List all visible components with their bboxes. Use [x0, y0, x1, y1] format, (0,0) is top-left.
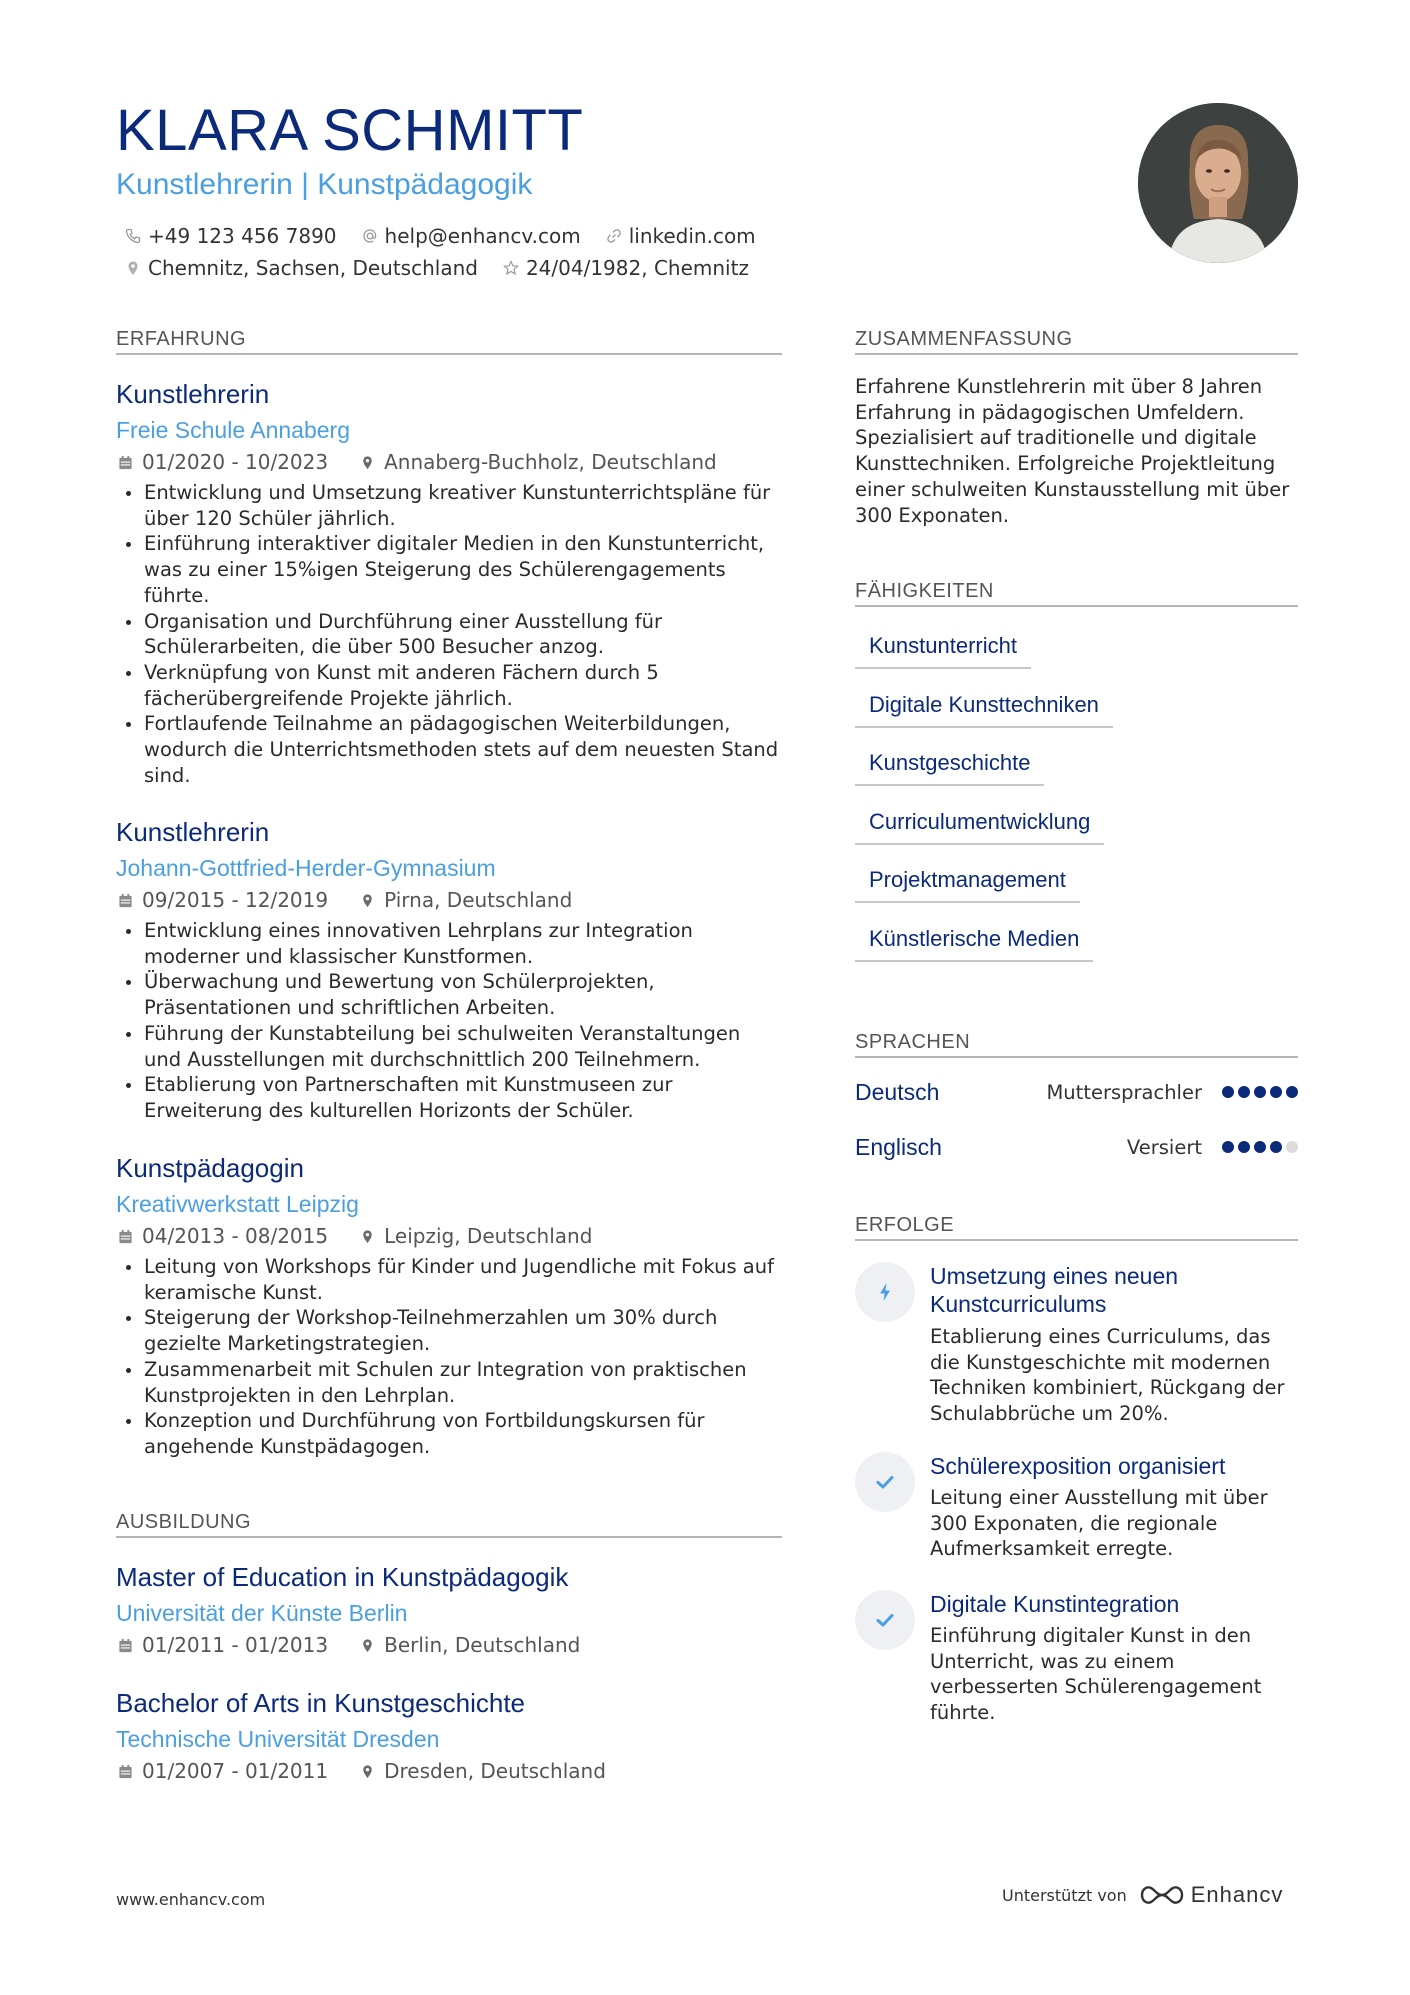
- language-row: [855, 1132, 1298, 1162]
- education-meta: [116, 1635, 782, 1655]
- skill-tag: Curriculumentwicklung: [855, 811, 1104, 845]
- education-entry: [116, 1564, 782, 1655]
- summary-heading: ZUSAMMENFASSUNG: [855, 328, 1073, 350]
- calendar-icon: [116, 1762, 134, 1780]
- location-pin-icon: [358, 1636, 376, 1654]
- degree-title: Master of Education in Kunstpädagogik: [116, 1562, 569, 1592]
- language-name: Deutsch: [855, 1078, 940, 1105]
- list-item: Verknüpfung von Kunst mit anderen Fächern durch 5 fächerübergreifende Projekte jährlich.: [116, 660, 782, 711]
- calendar-icon: [116, 1636, 134, 1654]
- list-item: Steigerung der Workshop-Teilnehmerzahlen um 30% durch gezielte Marketingstrategien.: [116, 1305, 782, 1356]
- rating-dot: [1222, 1141, 1234, 1153]
- link-icon: [605, 227, 623, 245]
- list-item: Etablierung von Partnerschaften mit Kunstmuseen zur Erweiterung des kulturellen Horizonts der Schüler.: [116, 1072, 782, 1123]
- location-pin-icon: [124, 259, 142, 277]
- job-title: Kunstlehrerin: [116, 379, 270, 409]
- list-item: Organisation und Durchführung einer Ausstellung für Schülerarbeiten, die über 500 Besucher anzog.: [116, 609, 782, 660]
- list-item: Fortlaufende Teilnahme an pädagogischen Weiterbildungen, wodurch die Unterrichtsmethoden stets auf dem neuesten Stand sind.: [116, 711, 782, 788]
- job-location: Leipzig, Deutschland: [384, 1224, 593, 1248]
- enhancv-logo-icon: [1139, 1882, 1185, 1908]
- job-meta: [116, 890, 782, 910]
- job-company: Johann-Gottfried-Herder-Gymnasium: [116, 855, 496, 881]
- achievement-item: [855, 1590, 1298, 1730]
- bolt-icon: [855, 1262, 915, 1322]
- language-level: Versiert: [1126, 1135, 1202, 1159]
- list-item: Zusammenarbeit mit Schulen zur Integration von praktischen Kunstprojekten in den Lehrplan.: [116, 1357, 782, 1408]
- footer-website[interactable]: www.enhancv.com: [116, 1890, 266, 1909]
- footer-powered-by: [1002, 1882, 1283, 1908]
- skill-tag: Künstlerische Medien: [855, 928, 1093, 962]
- job-dates: 04/2013 - 08/2015: [142, 1224, 329, 1248]
- location-pin-icon: [358, 891, 376, 909]
- job-company: Kreativwerkstatt Leipzig: [116, 1191, 359, 1217]
- language-rating: [1218, 1141, 1298, 1153]
- calendar-icon: [116, 453, 134, 471]
- languages-divider: [855, 1056, 1298, 1058]
- rating-dot: [1222, 1086, 1234, 1098]
- achievement-title: Digitale Kunstintegration: [930, 1591, 1180, 1617]
- email-item: [361, 224, 581, 248]
- degree-title: Bachelor of Arts in Kunstgeschichte: [116, 1688, 526, 1718]
- calendar-icon: [116, 891, 134, 909]
- list-item: Einführung interaktiver digitaler Medien in den Kunstunterricht, was zu einer 15%igen Steigerung des Schülerengagements führte.: [116, 531, 782, 608]
- education-divider: [116, 1536, 782, 1538]
- language-level: Muttersprachler: [1046, 1080, 1202, 1104]
- education-location: Dresden, Deutschland: [384, 1759, 606, 1783]
- summary-divider: [855, 353, 1298, 355]
- phone-icon: [124, 227, 142, 245]
- profile-photo: [1138, 103, 1298, 263]
- list-item: Entwicklung eines innovativen Lehrplans zur Integration moderner und klassischer Kunstformen.: [116, 918, 782, 969]
- job-meta: [116, 452, 782, 472]
- education-dates: 01/2011 - 01/2013: [142, 1633, 329, 1657]
- job-location: Pirna, Deutschland: [384, 888, 573, 912]
- job-bullets: [116, 918, 782, 1124]
- list-item: Leitung von Workshops für Kinder und Jugendliche mit Fokus auf keramische Kunst.: [116, 1254, 782, 1305]
- education-entry: [116, 1690, 782, 1781]
- location-pin-icon: [358, 453, 376, 471]
- rating-dot: [1254, 1141, 1266, 1153]
- rating-dot: [1238, 1141, 1250, 1153]
- skill-tag: Digitale Kunsttechniken: [855, 694, 1113, 728]
- skill-tag: Projektmanagement: [855, 869, 1080, 903]
- location-pin-icon: [358, 1227, 376, 1245]
- rating-dot: [1286, 1086, 1298, 1098]
- language-name: Englisch: [855, 1133, 942, 1160]
- skills-heading: FÄHIGKEITEN: [855, 580, 994, 602]
- list-item: Entwicklung und Umsetzung kreativer Kunstunterrichtspläne für über 120 Schüler jährlich.: [116, 480, 782, 531]
- language-rating: [1218, 1086, 1298, 1098]
- rating-dot: [1254, 1086, 1266, 1098]
- school-name: Universität der Künste Berlin: [116, 1600, 408, 1626]
- summary-text: Erfahrene Kunstlehrerin mit über 8 Jahren Erfahrung in pädagogischen Umfeldern. Spezialisiert auf traditionelle und digitale Kunsttechniken. Erfolgreiche Projektleitung einer schulweiten Kunstausstellung mit über 300 Exponaten.: [855, 375, 1290, 527]
- birth-item: [502, 256, 749, 280]
- rating-dot: [1238, 1086, 1250, 1098]
- contact-row-2: [124, 256, 773, 280]
- education-meta: [116, 1761, 782, 1781]
- calendar-icon: [116, 1227, 134, 1245]
- contact-row-1: [124, 224, 780, 248]
- star-icon: [502, 259, 520, 277]
- job-meta: [116, 1226, 782, 1246]
- skill-tag: Kunstgeschichte: [855, 752, 1044, 786]
- education-location: Berlin, Deutschland: [384, 1633, 581, 1657]
- experience-entry: [116, 381, 782, 788]
- achievement-desc: Leitung einer Ausstellung mit über 300 Exponaten, die regionale Aufmerksamkeit erregte.: [930, 1486, 1268, 1561]
- skill-tag: Kunstunterricht: [855, 635, 1031, 669]
- job-bullets: [116, 480, 782, 788]
- birth-text: 24/04/1982, Chemnitz: [525, 256, 749, 280]
- at-icon: [361, 227, 379, 245]
- achievement-desc: Etablierung eines Curriculums, das die Kunstgeschichte mit modernen Techniken kombiniert, Rückgang der Schulabbrüche um 20%.: [930, 1325, 1285, 1426]
- linkedin-text[interactable]: linkedin.com: [628, 224, 756, 248]
- job-location: Annaberg-Buchholz, Deutschland: [384, 450, 717, 474]
- job-dates: 09/2015 - 12/2019: [142, 888, 329, 912]
- experience-heading: ERFAHRUNG: [116, 328, 247, 350]
- powered-by-text: Unterstützt von: [1002, 1885, 1127, 1905]
- list-item: Führung der Kunstabteilung bei schulweiten Veranstaltungen und Ausstellungen mit durchschnittlich 200 Teilnehmern.: [116, 1021, 782, 1072]
- rating-dot: [1286, 1141, 1298, 1153]
- job-dates: 01/2020 - 10/2023: [142, 450, 329, 474]
- achievements-heading: ERFOLGE: [855, 1214, 955, 1236]
- skills-divider: [855, 605, 1298, 607]
- location-item: [124, 256, 478, 280]
- list-item: Überwachung und Bewertung von Schülerprojekten, Präsentationen und schriftlichen Arbeiten.: [116, 969, 782, 1020]
- rating-dot: [1270, 1141, 1282, 1153]
- email-text[interactable]: help@enhancv.com: [384, 224, 581, 248]
- linkedin-item: [605, 224, 756, 248]
- education-heading: AUSBILDUNG: [116, 1511, 252, 1533]
- achievement-item: [855, 1262, 1298, 1426]
- candidate-role: Kunstlehrerin | Kunstpädagogik: [116, 168, 533, 201]
- brand-name: Enhancv: [1190, 1882, 1284, 1907]
- achievement-title: Umsetzung eines neuen Kunstcurriculums: [930, 1263, 1179, 1317]
- job-company: Freie Schule Annaberg: [116, 417, 350, 443]
- language-row: [855, 1077, 1298, 1107]
- rating-dot: [1270, 1086, 1282, 1098]
- school-name: Technische Universität Dresden: [116, 1726, 440, 1752]
- education-dates: 01/2007 - 01/2011: [142, 1759, 329, 1783]
- candidate-name: KLARA SCHMITT: [116, 98, 584, 163]
- languages-heading: SPRACHEN: [855, 1031, 971, 1053]
- achievement-title: Schülerexposition organisiert: [930, 1453, 1226, 1479]
- location-pin-icon: [358, 1762, 376, 1780]
- achievement-desc: Einführung digitaler Kunst in den Unterricht, was zu einem verbesserten Schülerengagement führte.: [930, 1624, 1262, 1725]
- check-icon: [855, 1452, 915, 1512]
- phone-text[interactable]: +49 123 456 7890: [148, 224, 337, 248]
- job-title: Kunstlehrerin: [116, 817, 270, 847]
- skills-list: [855, 635, 1298, 986]
- phone-item: [124, 224, 337, 248]
- experience-divider: [116, 353, 782, 355]
- job-bullets: [116, 1254, 782, 1460]
- experience-entry: [116, 819, 782, 1124]
- check-icon: [855, 1590, 915, 1650]
- location-text: Chemnitz, Sachsen, Deutschland: [148, 256, 478, 280]
- achievements-divider: [855, 1239, 1298, 1241]
- achievement-item: [855, 1452, 1298, 1572]
- experience-entry: [116, 1155, 782, 1460]
- job-title: Kunstpädagogin: [116, 1153, 304, 1183]
- list-item: Konzeption und Durchführung von Fortbildungskursen für angehende Kunstpädagogen.: [116, 1408, 782, 1459]
